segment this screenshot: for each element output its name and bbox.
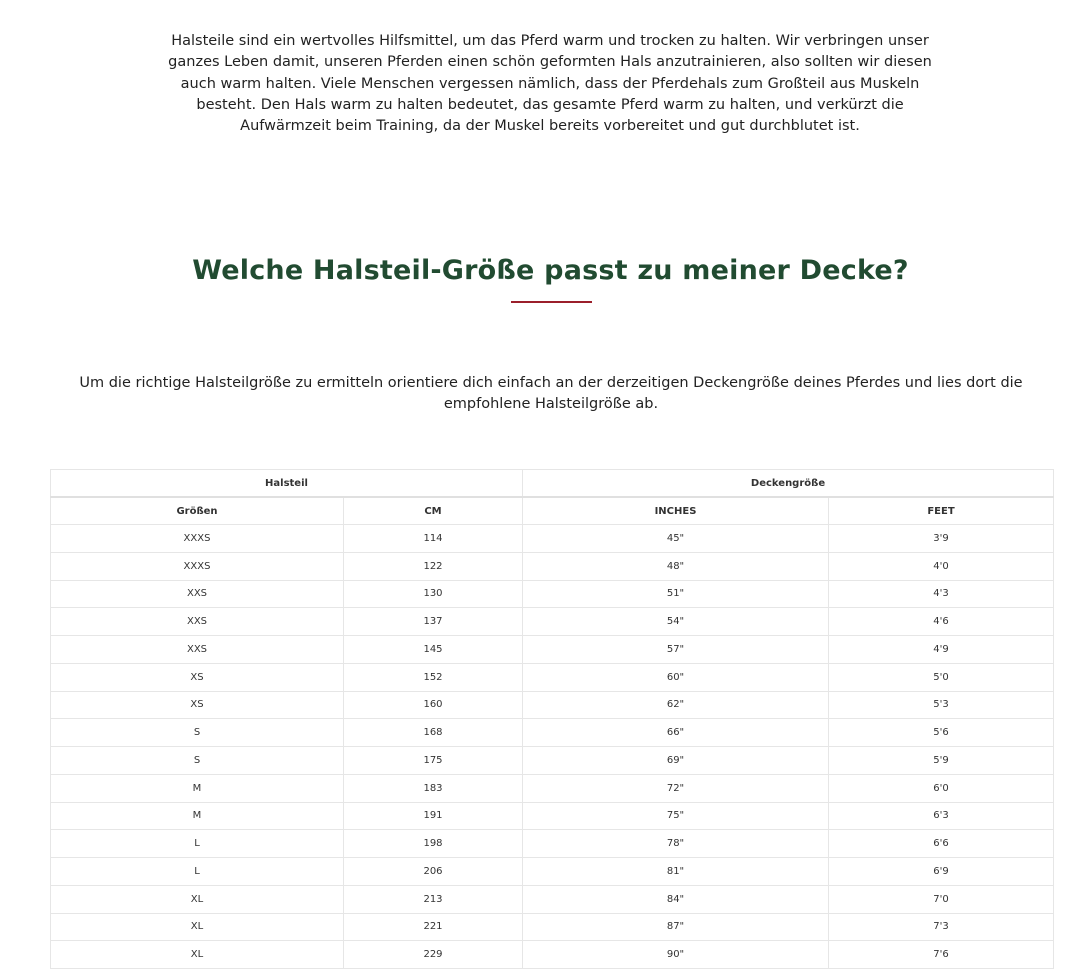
cell-inches: 66" (523, 719, 829, 747)
table-row (51, 580, 1054, 608)
cell-inches: 90" (523, 941, 829, 969)
cell-inches: 75" (523, 802, 829, 830)
cell-inches: 81" (523, 858, 829, 886)
table-row (51, 525, 1054, 553)
table-row (51, 719, 1054, 747)
cell-feet: 4'6 (829, 608, 1054, 636)
size-chart-table (50, 469, 1054, 969)
cell-size: L (51, 858, 344, 886)
cell-feet: 7'3 (829, 913, 1054, 941)
table-row (51, 830, 1054, 858)
column-header-inches: INCHES (523, 497, 829, 525)
cell-feet: 6'9 (829, 858, 1054, 886)
cell-feet: 5'3 (829, 691, 1054, 719)
table-row (51, 608, 1054, 636)
cell-feet: 4'3 (829, 580, 1054, 608)
heading-underline (511, 301, 592, 303)
cell-inches: 45" (523, 525, 829, 553)
cell-size: XXS (51, 608, 344, 636)
cell-size: S (51, 719, 344, 747)
cell-size: XS (51, 691, 344, 719)
cell-feet: 5'9 (829, 747, 1054, 775)
table-group-header-row (51, 470, 1054, 498)
cell-inches: 57" (523, 636, 829, 664)
cell-cm: 183 (344, 774, 523, 802)
cell-size: XL (51, 913, 344, 941)
table-body (51, 525, 1054, 969)
cell-cm: 137 (344, 608, 523, 636)
table-row (51, 663, 1054, 691)
cell-feet: 6'3 (829, 802, 1054, 830)
table-row (51, 691, 1054, 719)
column-header-feet: FEET (829, 497, 1054, 525)
cell-cm: 130 (344, 580, 523, 608)
cell-cm: 122 (344, 552, 523, 580)
cell-cm: 160 (344, 691, 523, 719)
cell-inches: 51" (523, 580, 829, 608)
cell-size: XXS (51, 580, 344, 608)
intro-paragraph: Halsteile sind ein wertvolles Hilfsmittel, um das Pferd warm und trocken zu halten. Wir verbringen unser ganzes Leben damit, unseren Pferden einen schön geformten Hals anzutrainieren, also sollten wir diesen auch warm halten. Viele Menschen vergessen nämlich, dass der Pferdehals zum Großteil aus Muskeln besteht. Den Hals warm zu halten bedeutet, das gesamte Pferd warm zu halten, und verkürzt die Aufwärmzeit beim Training, da der Muskel bereits vorbereitet und gut durchblutet ist. (168, 33, 932, 135)
table-row (51, 941, 1054, 969)
cell-feet: 7'0 (829, 885, 1054, 913)
cell-size: XL (51, 885, 344, 913)
cell-cm: 206 (344, 858, 523, 886)
cell-inches: 87" (523, 913, 829, 941)
cell-inches: 84" (523, 885, 829, 913)
cell-inches: 48" (523, 552, 829, 580)
table-row (51, 636, 1054, 664)
table-row (51, 552, 1054, 580)
cell-inches: 78" (523, 830, 829, 858)
cell-cm: 213 (344, 885, 523, 913)
cell-cm: 229 (344, 941, 523, 969)
table-row (51, 774, 1054, 802)
cell-inches: 69" (523, 747, 829, 775)
cell-size: S (51, 747, 344, 775)
cell-feet: 6'0 (829, 774, 1054, 802)
table-column-header-row (51, 497, 1054, 525)
cell-size: XXXS (51, 552, 344, 580)
group-header-deckengroesse: Deckengröße (523, 470, 1054, 498)
table-row (51, 802, 1054, 830)
cell-size: M (51, 774, 344, 802)
column-header-cm: CM (344, 497, 523, 525)
table-row (51, 885, 1054, 913)
group-header-halsteil: Halsteil (51, 470, 523, 498)
cell-cm: 152 (344, 663, 523, 691)
cell-inches: 60" (523, 663, 829, 691)
cell-size: XXS (51, 636, 344, 664)
cell-inches: 62" (523, 691, 829, 719)
section-heading: Welche Halsteil-Größe passt zu meiner Decke? (192, 255, 909, 286)
cell-feet: 4'0 (829, 552, 1054, 580)
cell-cm: 198 (344, 830, 523, 858)
table-row (51, 858, 1054, 886)
cell-cm: 175 (344, 747, 523, 775)
cell-cm: 145 (344, 636, 523, 664)
cell-size: L (51, 830, 344, 858)
cell-feet: 3'9 (829, 525, 1054, 553)
column-header-sizes: Größen (51, 497, 344, 525)
instruction-paragraph: Um die richtige Halsteilgröße zu ermitteln orientiere dich einfach an der derzeitigen Deckengröße deines Pferdes und lies dort die empfohlene Halsteilgröße ab. (79, 375, 1023, 413)
cell-feet: 4'9 (829, 636, 1054, 664)
cell-size: XXXS (51, 525, 344, 553)
table-row (51, 747, 1054, 775)
cell-feet: 5'6 (829, 719, 1054, 747)
cell-cm: 114 (344, 525, 523, 553)
cell-inches: 72" (523, 774, 829, 802)
cell-cm: 191 (344, 802, 523, 830)
cell-feet: 5'0 (829, 663, 1054, 691)
cell-size: M (51, 802, 344, 830)
table-row (51, 913, 1054, 941)
cell-size: XS (51, 663, 344, 691)
cell-cm: 221 (344, 913, 523, 941)
cell-inches: 54" (523, 608, 829, 636)
cell-size: XL (51, 941, 344, 969)
cell-feet: 6'6 (829, 830, 1054, 858)
cell-feet: 7'6 (829, 941, 1054, 969)
cell-cm: 168 (344, 719, 523, 747)
